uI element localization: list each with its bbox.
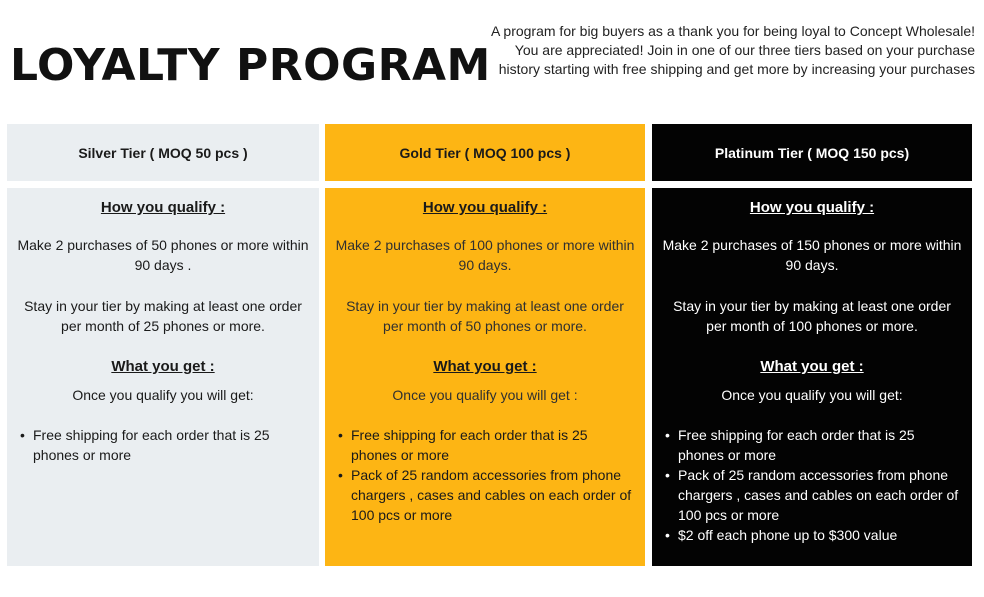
bullet-icon: • <box>665 467 670 483</box>
benefit-item: • $2 off each phone up to $300 value <box>665 527 898 543</box>
qualify-requirement: Make 2 purchases of 50 phones or more within 90 days . <box>17 237 309 273</box>
stay-requirement: Stay in your tier by making at least one order per month of 50 phones or more. <box>346 298 624 334</box>
benefits-heading: What you get : <box>111 358 215 375</box>
qualify-requirement: Make 2 purchases of 100 phones or more within 90 days. <box>335 237 635 273</box>
qualify-heading: How you qualify : <box>749 199 875 216</box>
tier-header-silver: Silver Tier ( MOQ 50 pcs ) <box>7 124 319 181</box>
benefits-intro: Once you qualify you will get: <box>72 387 254 403</box>
qualify-heading: How you qualify : <box>100 199 226 216</box>
benefit-item: • Pack of 25 random accessories from phone chargers , cases and cables on each order of 100 pcs or more <box>338 467 632 523</box>
qualify-requirement: Make 2 purchases of 150 phones or more within 90 days. <box>662 237 962 273</box>
stay-requirement: Stay in your tier by making at least one order per month of 100 phones or more. <box>673 298 951 334</box>
bullet-icon: • <box>338 427 343 443</box>
bullet-icon: • <box>665 527 670 543</box>
benefit-item: • Free shipping for each order that is 25 phones or more <box>20 427 270 463</box>
bullet-icon: • <box>338 467 343 483</box>
benefit-item: • Free shipping for each order that is 25 phones or more <box>338 427 588 463</box>
bullet-icon: • <box>665 427 670 443</box>
benefits-list <box>17 425 309 465</box>
benefits-intro: Once you qualify you will get : <box>392 387 578 403</box>
tier-body-silver <box>7 188 319 566</box>
tier-header-gold: Gold Tier ( MOQ 100 pcs ) <box>325 124 645 181</box>
benefits-heading: What you get : <box>760 358 864 375</box>
tier-body-platinum <box>652 188 972 566</box>
benefits-list <box>662 425 962 545</box>
bullet-icon: • <box>20 427 25 443</box>
tier-body-gold <box>325 188 645 566</box>
benefits-heading: What you get : <box>433 358 537 375</box>
stay-requirement: Stay in your tier by making at least one order per month of 25 phones or more. <box>24 298 302 334</box>
benefit-item: • Free shipping for each order that is 25 phones or more <box>665 427 915 463</box>
benefits-intro: Once you qualify you will get: <box>721 387 903 403</box>
intro-text: A program for big buyers as a thank you for being loyal to Concept Wholesale! You are appreciated! Join in one of our three tiers based on your purchase history starting with free shipping and get more by increasing your purchases <box>490 23 975 77</box>
benefit-item: • Pack of 25 random accessories from phone chargers , cases and cables on each order of 100 pcs or more <box>665 467 959 523</box>
tier-header-platinum: Platinum Tier ( MOQ 150 pcs) <box>652 124 972 181</box>
qualify-heading: How you qualify : <box>422 199 548 216</box>
page-title: LOYALTY PROGRAM <box>10 40 491 91</box>
benefits-list <box>335 425 635 525</box>
